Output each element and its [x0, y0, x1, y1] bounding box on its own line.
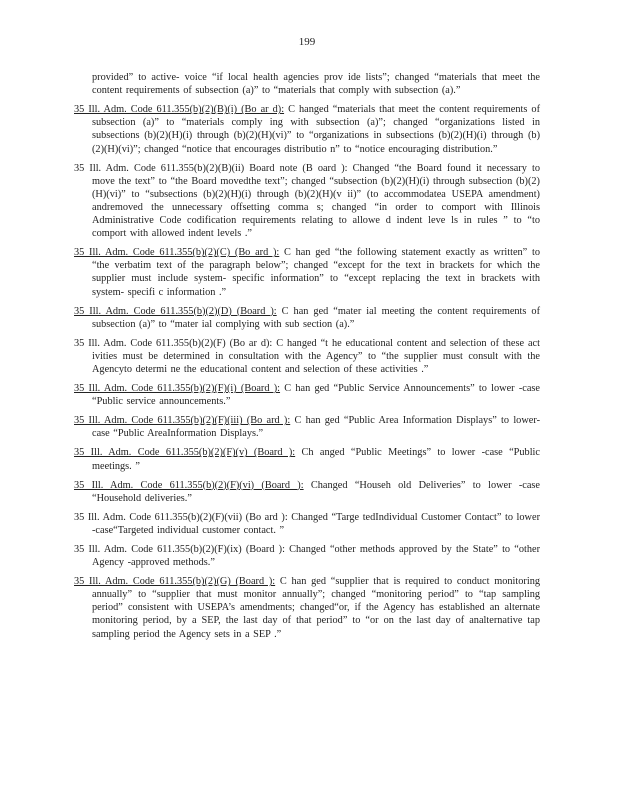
amendment-entry: [74, 511, 540, 537]
rule-citation: 35 Ill. Adm. Code 611.355(b)(2)(B)(i) (Bo ar d):: [74, 104, 285, 116]
continued-paragraph: [74, 71, 540, 97]
rule-citation: 35 Ill. Adm. Code 611.355(b)(2)(G) (Board ):: [74, 576, 276, 588]
rule-citation: 35 Ill. Adm. Code 611.355(b)(2)(F)(vi) (Board ):: [74, 479, 304, 491]
change-description: C han ged “Public Service Announcements” to lower -case “Public service announcements.”: [92, 383, 540, 408]
amendment-entry: [74, 479, 540, 505]
change-description: Changed “the Board found it necessary to move the text” to “the Board movedthe text”; changed “subsection (b)(2)(H)(i) through subsection (b)(2)(H)(vi)” to “subsections (b)(2)(H)(i) through (b)(2)(H)(v ii)” (to accommodatea USEPA amendment) andremoved the unnecessary offsetting comma s; changed “in order to comport with Illinois Administrative Code codification requirements relating to allowe d indent leve ls in rules ” to “to comport with allowed indent levels .”: [92, 162, 540, 240]
change-description: C hanged “materials that meet the content requirements of subsection (a)” to “materials comply ing with subsection (a)”; changed “organizations listed in subsections (b)(2)(H)(i) through (b)(2)(H)(vi)” to “organizations in subsections (b)(2)(H)(i) through (b)(2)(H)(vi)”; changed “notice that encourages distributio n” to “notice encouraging distribution.”: [92, 104, 540, 155]
change-description: Changed “other methods approved by the State” to “other Agency -approved methods.”: [92, 544, 540, 569]
change-description: C han ged “Public Area Information Displays” to lower- case “Public AreaInformation Displays.”: [92, 415, 540, 440]
amendment-entry: [74, 103, 540, 155]
amendment-entry: [74, 575, 540, 640]
rule-citation: 35 Ill. Adm. Code 611.355(b)(2)(C) (Bo ard ):: [74, 247, 280, 259]
change-description: Changed “Househ old Deliveries” to lower -case “Household deliveries.”: [92, 479, 541, 504]
rule-citation: 35 Ill. Adm. Code 611.355(b)(2)(B)(ii) Board note (B oard ):: [74, 162, 348, 174]
rule-citation: 35 Ill. Adm. Code 611.355(b)(2)(F)(v) (Board ):: [74, 447, 296, 459]
amendment-entry: [74, 162, 540, 241]
change-description: C han ged “supplier that is required to conduct monitoring annually” to “supplier that must monitor annually”; changed “monitoring period” to “tap sampling period” consistent with USEPA’s amendments; changed“or, if the Agency has established an alternate monitoring period, by a SEP, the last day of that period” to “or on the last day of analternative tap sampling period the Agency sets in a SEP .”: [92, 576, 540, 640]
rule-citation: 35 Ill. Adm. Code 611.355(b)(2)(F)(iii) (Bo ard ):: [74, 415, 291, 427]
amendment-list: [74, 71, 540, 641]
change-description: C hanged “t he educational content and selection of these act ivities must be determined in consultation with the Agency” to “the supplier must consult with the Agencyto determi ne the educational content and selection of these activities .”: [92, 337, 540, 375]
amendment-entry: [74, 337, 540, 376]
change-description: C han ged “mater ial meeting the content requirements of subsection (a)” to “mater ial complying with sub section (a).”: [92, 305, 541, 330]
rule-citation: 35 Ill. Adm. Code 611.355(b)(2)(F)(vii) (Bo ard ):: [74, 511, 288, 523]
rule-citation: 35 Ill. Adm. Code 611.355(b)(2)(F) (Bo ar d):: [74, 337, 273, 349]
rule-citation: 35 Ill. Adm. Code 611.355(b)(2)(F)(i) (Board ):: [74, 383, 281, 395]
amendment-entry: [74, 446, 540, 472]
amendment-entry: [74, 305, 540, 331]
rule-citation: 35 Ill. Adm. Code 611.355(b)(2)(D) (Board ):: [74, 305, 277, 317]
change-description: Changed “Targe tedIndividual Customer Contact” to lower -case“Targeted individual customer contact. ”: [92, 511, 540, 536]
amendment-entry: [74, 246, 540, 298]
change-description: provided” to active- voice “if local health agencies prov ide lists”; changed “materials that meet the content requirements of subsection (a)” to “materials that comply with subsection (a).”: [92, 72, 540, 97]
change-description: C han ged “the following statement exactly as written” to “the verbatim text of the paragraph below”; changed “except for the text in brackets for which the supplier must include system- specific information” to “except replacing the text in brackets with system- specifi c information .”: [92, 247, 540, 298]
amendment-entry: [74, 414, 540, 440]
amendment-entry: [74, 382, 540, 408]
rule-citation: 35 Ill. Adm. Code 611.355(b)(2)(F)(ix) (Board ):: [74, 544, 285, 555]
page-number: 199: [298, 36, 316, 48]
change-description: Ch anged “Public Meetings” to lower -case “Public meetings. ”: [92, 447, 540, 472]
amendment-entry: [74, 543, 540, 569]
